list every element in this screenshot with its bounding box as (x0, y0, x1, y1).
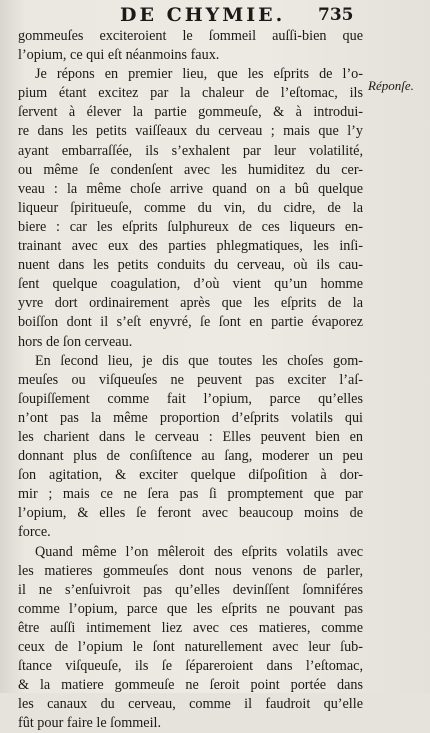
text-line: l’opium, ce qui eſt néanmoins faux. (18, 47, 220, 64)
text-line: liqueur ſpiritueuſe, comme du vin, du cidre, de la (18, 199, 363, 216)
text-line: trainant avec eux des parties phlegmatiques, les inſi- (18, 238, 363, 255)
text-line: ſoupiſſement comme fait l’opium, parce qu’elles (18, 390, 363, 407)
text-line: l’opium, & elles ſe feront avec beaucoup moins de (18, 505, 363, 522)
text-line: ceux de l’opium le ſont naturellement avec leur ſub- (18, 639, 363, 655)
page-number: 735 (318, 5, 354, 25)
text-line: gommeuſes exciteroient le ſommeil auſſi-bien que (18, 28, 363, 44)
text-line: ayant embarraſſée, ils s’exhalent par leur volatilité, (18, 142, 363, 159)
text-line: il ne s’enſuivroit pas qu’elles devinſſent ſomniféres (18, 581, 363, 598)
margin-note: Réponſe. (368, 78, 414, 93)
text-line: biere : car les eſprits ſulphureux de ces liqueurs en- (18, 218, 363, 235)
text-line: donnant plus de conſiſtence au ſang, moderer un peu (18, 448, 363, 465)
text-line: hors de ſon cerveau. (18, 333, 133, 350)
page-header (0, 4, 430, 26)
text-line: En ſecond lieu, je dis que toutes les choſes gom- (35, 352, 363, 369)
text-line: être auſſi intimement liez avec ces matieres, comme (18, 619, 363, 636)
text-line: ou même ſe condenſent avec les humiditez du cer- (18, 161, 363, 178)
text-line: yvre dort ordinairement après que les eſprits de la (18, 295, 363, 312)
text-line: ſon agitation, & exciter quelque diſpoſition à dor- (18, 467, 363, 484)
text-line: mir ; mais ce ne ſera pas ſi promptement que par (18, 486, 363, 503)
text-line: ſervent à élever la partie gommeuſe, & à introdui- (18, 104, 363, 121)
text-line: comme l’opium, parce que les eſprits ne pouvant pas (18, 600, 363, 617)
text-line: les matieres gommeuſes dont nous venons de parler, (18, 562, 363, 579)
text-line: & la matiere gommeuſe ne ſeroit point portée dans (18, 677, 363, 694)
running-title: DE CHYMIE. (120, 4, 286, 26)
text-line: veau : la même choſe arrive quand on a bû quelque (18, 180, 363, 197)
text-line: nuent dans les petits conduits du cerveau, où ils cau- (18, 257, 363, 274)
text-line: Je répons en premier lieu, que les eſprits de l’o- (35, 66, 363, 83)
text-line: n’ont pas la même proportion d’eſprits volatils qui (18, 409, 363, 426)
body-text (18, 27, 363, 733)
text-line: les charient dans le cerveau : Elles peuvent bien en (18, 428, 363, 445)
text-line: ſtance viſqueuſe, ils ſe ſépareroient dans l’eſtomac, (18, 658, 363, 675)
text-line: meuſes ou viſqueuſes ne peuvent pas exciter l’aſ- (18, 371, 363, 388)
text-line: les canaux du cerveau, comme il faudroit qu’elle (18, 696, 363, 713)
text-line: force. (18, 524, 51, 541)
text-line: re dans les petits vaiſſeaux du cerveau ; mais que l’y (18, 123, 363, 140)
text-line: pium étant excitez par la chaleur de l’eſtomac, ils (18, 85, 363, 102)
text-line: Quand même l’on mêleroit des eſprits volatils avec (35, 543, 363, 560)
text-line: boiſſon dont il s’eſt enyvré, ſe ſont en partie évaporez (18, 314, 363, 331)
text-line: ſent quelque coagulation, d’où vient qu’un homme (18, 276, 363, 293)
text-line: fût pour faire le ſommeil. (18, 715, 162, 732)
